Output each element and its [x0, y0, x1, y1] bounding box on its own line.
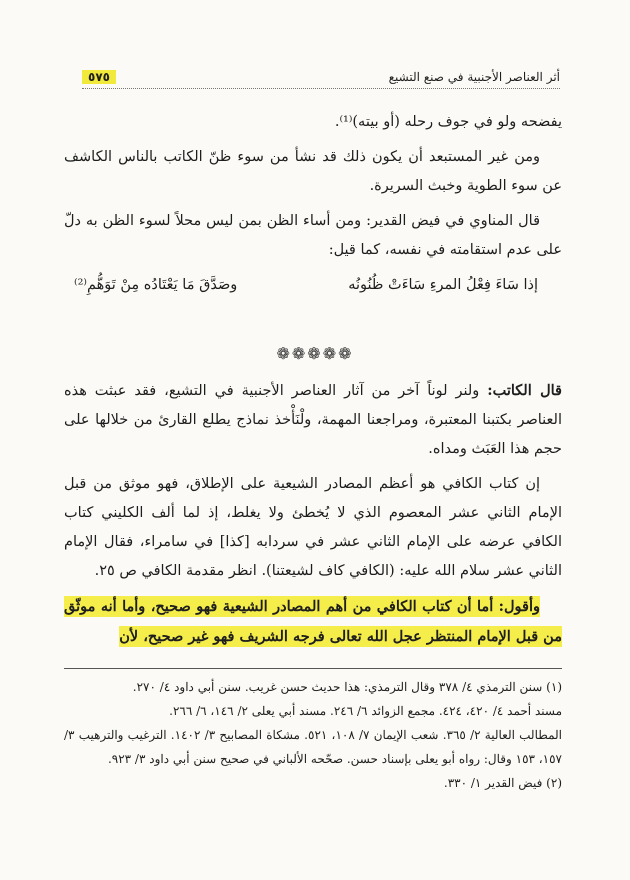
highlighted-text: وأقول: أما أن كتاب الكافي من أهم المصادر الشيعية فهو صحيح، وأما أنه موثّق من قبل الإمام المنتظر عجل الله تعالى فرجه الشريف فهو غير صحيح، لأن [64, 598, 562, 645]
section-divider: ❁❁❁❁❁ [276, 344, 354, 363]
paragraph: إن كتاب الكافي هو أعظم المصادر الشيعية على الإطلاق، فهو موثق من قبل الإمام الثاني عشر المعصوم الذي لا يُخطئ ولا يغلط، إذ لما ألف الكليني كتاب الكافي عرضه على الإمام الثاني عشر في سردابه [كذا] في سامراء، فقال الإمام الثاني عشر سلام الله عليه: (الكافي كاف لشيعتنا). انظر مقدمة الكافي ص ٢٥. [64, 476, 562, 579]
section-two [64, 376, 562, 658]
footnotes [64, 668, 562, 795]
paragraph: قال المناوي في فيض القدير: ومن أساء الظن بمن ليس محلاً لسوء الظن به دلّ على عدم استقامته في نفسه، كما قيل: [64, 213, 562, 258]
paragraph: يفضحه ولو في جوف رحله (أو بيته)⁽¹⁾. [334, 114, 562, 130]
page-header [82, 66, 560, 89]
footnote: المطالب العالية ٢/ ٣٦٥. شعب الإيمان ٧/ ١٠٨، ٥٢١. مشكاة المصابيح ٣/ ١٤٠٢. الترغيب والترهيب ٣/ ١٥٧، ١٥٣ وقال: رواه أبو يعلى بإسناد حسن. صحّحه الألباني في صحيح سنن أبي داود ٣/ ٩٢٣. [64, 728, 563, 766]
speaker-lead: قال الكاتب: [487, 382, 562, 399]
verse-first-hemistich: إذا سَاءَ فِعْلُ المرءِ سَاءَتْ ظُنُونُه [348, 277, 538, 293]
verse [64, 271, 562, 300]
footnote: مسند أحمد ٤/ ٤٢٠، ٤٢٤. مجمع الزوائد ٦/ ٢٤٦. مسند أبي يعلى ٢/ ١٤٦، ٦/ ٢٦٦. [169, 704, 562, 718]
section-one [64, 108, 562, 300]
highlighted-paragraph [64, 592, 562, 652]
page-number: ٥٧٥ [82, 70, 116, 84]
paragraph [64, 376, 562, 464]
footnote: (٢) فيض القدير ١/ ٣٣٠. [443, 776, 562, 790]
footnote: (١) سنن الترمذي ٤/ ٣٧٨ وقال الترمذي: هذا حديث حسن غريب. سنن أبي داود ٤/ ٢٧٠. [132, 680, 562, 694]
paragraph-text: ولنر لوناً آخر من آثار العناصر الأجنبية في التشيع، فقد عبثت هذه العناصر بكتبنا المعتبرة، ومراجعنا المهمة، ولْنَأْخذ نماذج يطلع القارئ من خلالها على حجم هذا العَبَث ومداه. [64, 383, 562, 457]
verse-second-hemistich: وصَدَّقَ مَا يَعْتَادُه مِنْ تَوَهُّمِ⁽²⁾ [74, 277, 238, 293]
running-title: أثر العناصر الأجنبية في صنع التشيع [388, 70, 560, 84]
paragraph: ومن غير المستبعد أن يكون ذلك قد نشأ من سوء ظنّ الكاتب بالناس الكاشف عن سوء الطوية وخبث السريرة. [64, 149, 562, 194]
